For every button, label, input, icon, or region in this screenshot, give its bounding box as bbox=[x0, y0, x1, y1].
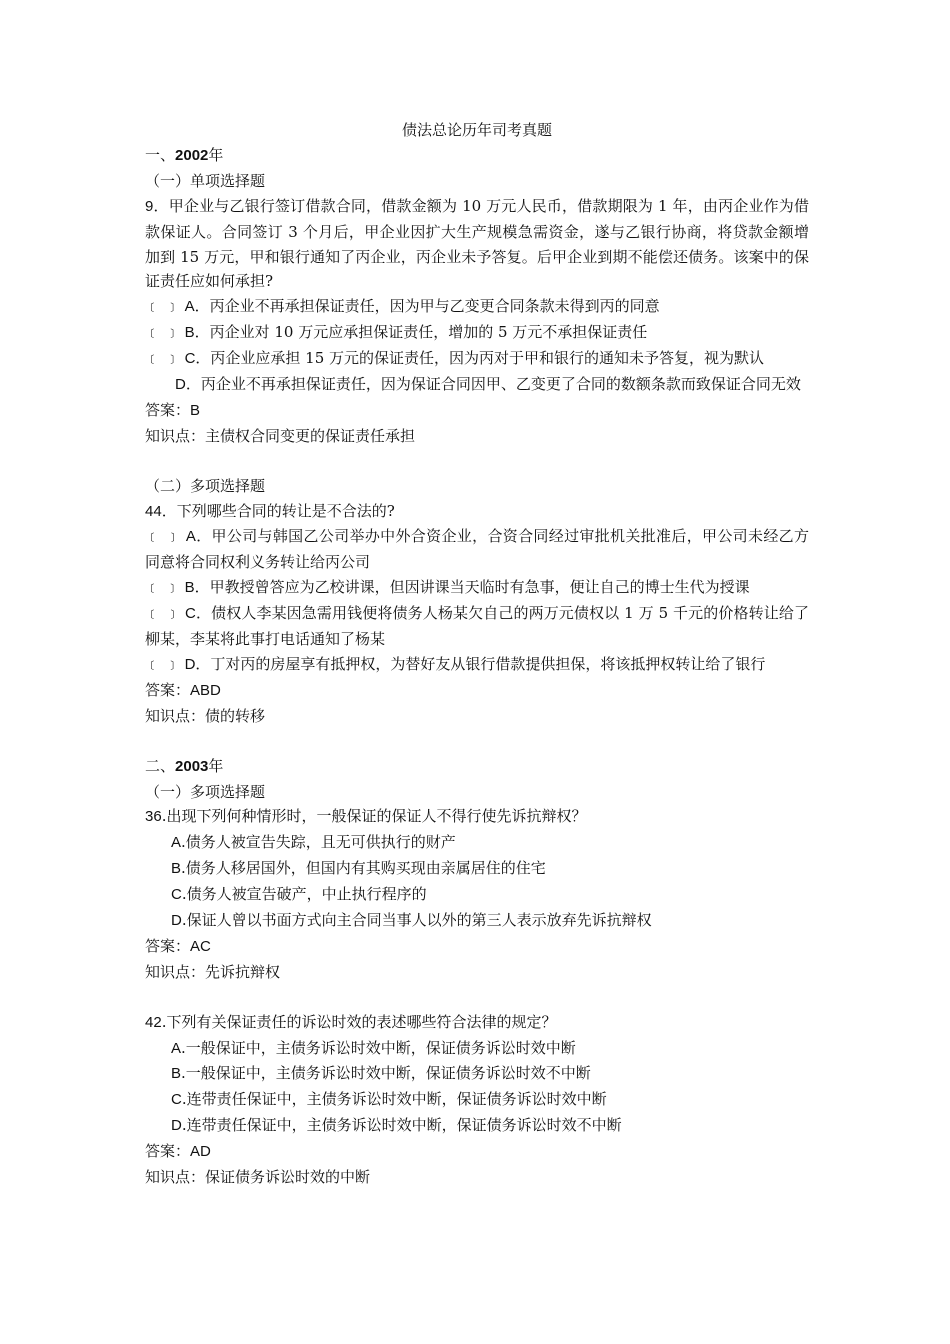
question-42: 42.下列有关保证责任的诉讼时效的表述哪些符合法律的规定？ bbox=[145, 1012, 557, 1031]
question-9-text: 甲企业与乙银行签订借款合同，借款金额为 10 万元人民币，借款期限为 1 年，由丙企业作为借款保证人。合同签订 3 个月后，甲企业因扩大生产规模急需资金，遂与乙银行协商，将贷款金额增加到 15 万元，甲和银行通知了丙企业，丙企业未予答复。后甲企业到期不能偿还债务。该案中的保证责任应如何承担? bbox=[145, 196, 809, 291]
question-9-option-d: D．丙企业不再承担保证责任，因为保证合同因甲、乙变更了合同的数额条款而致保证合同无效 bbox=[175, 375, 801, 394]
question-44: 44．下列哪些合同的转让是不合法的? bbox=[145, 501, 395, 520]
question-42-knowledge-point: 知识点：保证债务诉讼时效的中断 bbox=[145, 1168, 371, 1187]
spacer bbox=[145, 729, 809, 754]
question-36: 36.出现下列何种情形时，一般保证的保证人不得行使先诉抗辩权？ bbox=[145, 807, 587, 826]
question-36-option-c: C.债务人被宣告破产，中止执行程序的 bbox=[171, 885, 427, 904]
question-9-option-b: ﹝ ﹞ B．丙企业对 10 万元应承担保证责任，增加的 5 万元不承担保证责任 bbox=[145, 323, 648, 342]
question-44-option-b: ﹝ ﹞ B．甲教授曾答应为乙校讲课，但因讲课当天临时有急事，便让自己的博士生代为授课 bbox=[145, 578, 750, 597]
question-42-option-b: B.一般保证中，主债务诉讼时效中断，保证债务诉讼时效不中断 bbox=[171, 1064, 591, 1083]
question-36-option-b: B.债务人移居国外，但国内有其购买现由亲属居住的住宅 bbox=[171, 859, 546, 878]
section-heading-2002: 一、2002年 bbox=[145, 145, 224, 164]
question-44-answer: 答案：ABD bbox=[145, 680, 221, 699]
spacer bbox=[145, 985, 809, 1010]
question-36-option-a: A.债务人被宣告失踪，且无可供执行的财产 bbox=[171, 833, 456, 852]
group-label-multiple-choice-2003: （一）多项选择题 bbox=[145, 782, 266, 801]
question-42-option-c: C.连带责任保证中，主债务诉讼时效中断，保证债务诉讼时效中断 bbox=[171, 1090, 607, 1109]
document-page bbox=[145, 118, 809, 1190]
question-42-option-a: A.一般保证中，主债务诉讼时效中断，保证债务诉讼时效中断 bbox=[171, 1038, 576, 1057]
question-36-answer: 答案：AC bbox=[145, 936, 211, 955]
spacer bbox=[145, 449, 809, 474]
section-heading-2003: 二、2003年 bbox=[145, 756, 224, 775]
question-9-option-a: ﹝ ﹞ A．丙企业不再承担保证责任，因为甲与乙变更合同条款未得到丙的同意 bbox=[145, 297, 660, 316]
question-9-option-c: ﹝ ﹞ C．丙企业应承担 15 万元的保证责任，因为丙对于甲和银行的通知未予答复，视为默认 bbox=[145, 349, 765, 368]
question-44-option-d: ﹝ ﹞ D．丁对丙的房屋享有抵押权，为替好友从银行借款提供担保，将该抵押权转让给了银行 bbox=[145, 655, 766, 674]
question-9-answer: 答案：B bbox=[145, 400, 201, 419]
question-44-knowledge-point: 知识点：债的转移 bbox=[145, 706, 266, 725]
question-9: 9．甲企业与乙银行签订借款合同，借款金额为 10 万元人民币，借款期限为 1 年，由丙企业作为借款保证人。合同签订 3 个月后，甲企业因扩大生产规模急需资金，遂与乙银行协商，将贷款金额增加到 15 万元，甲和银行通知了丙企业，丙企业未予答复。后甲企业到期不能偿还债务。该案中的保证责任应如何承担? bbox=[145, 196, 809, 291]
group-label-single-choice: （一）单项选择题 bbox=[145, 171, 266, 190]
group-label-multiple-choice-2002: （二）多项选择题 bbox=[145, 476, 266, 495]
question-36-option-d: D.保证人曾以书面方式向主合同当事人以外的第三人表示放弃先诉抗辩权 bbox=[171, 911, 652, 930]
question-42-option-d: D.连带责任保证中，主债务诉讼时效中断，保证债务诉讼时效不中断 bbox=[171, 1116, 622, 1135]
question-36-knowledge-point: 知识点：先诉抗辩权 bbox=[145, 962, 281, 981]
question-44-option-a: ﹝ ﹞ A．甲公司与韩国乙公司举办中外合资企业，合资合同经过审批机关批准后，甲公司未经乙方同意将合同权利义务转让给丙公司 bbox=[145, 527, 809, 572]
question-42-answer: 答案：AD bbox=[145, 1142, 211, 1161]
question-44-option-c: ﹝ ﹞ C．债权人李某因急需用钱便将债务人杨某欠自己的两万元债权以 1 万 5 千元的价格转让给了柳某，李某将此事打电话通知了杨某 bbox=[145, 604, 809, 649]
document-title: 债法总论历年司考真题 bbox=[401, 121, 552, 139]
question-9-knowledge-point: 知识点：主债权合同变更的保证责任承担 bbox=[145, 426, 416, 445]
